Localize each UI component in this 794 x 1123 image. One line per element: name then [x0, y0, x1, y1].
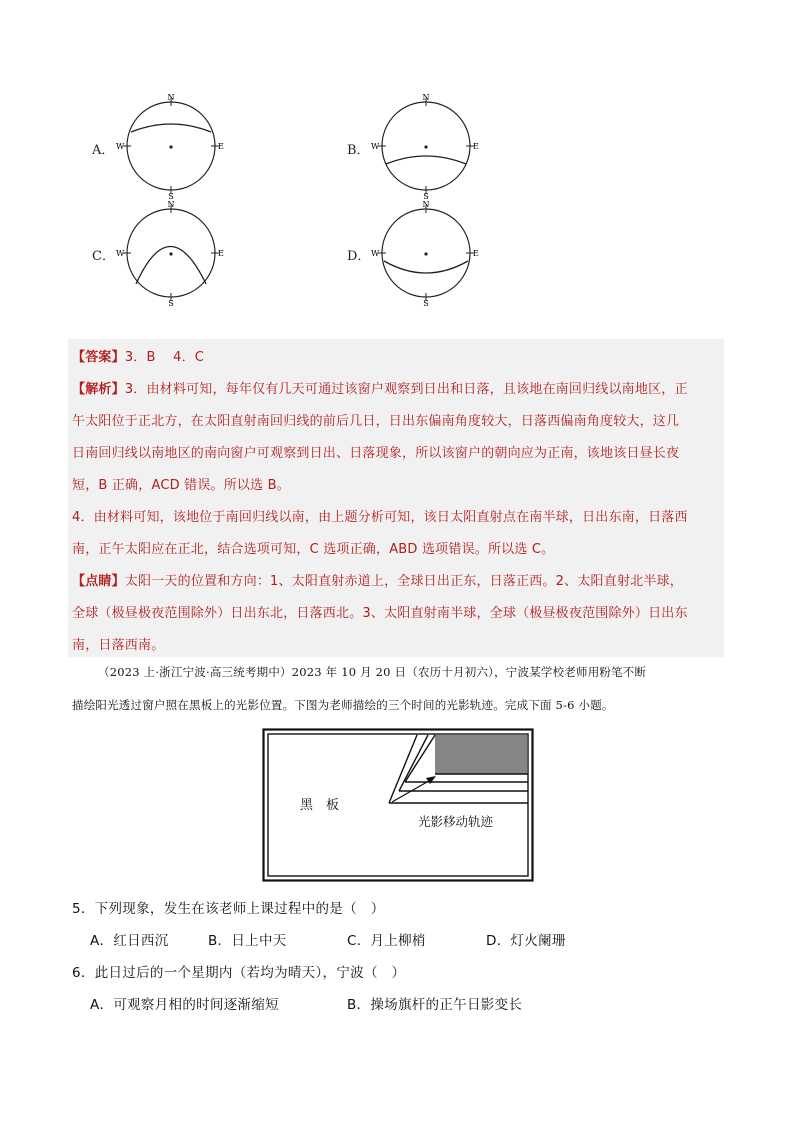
question-5-option-a[interactable]: A．红日西沉 — [90, 933, 169, 949]
tip-tag: 【点睛】 — [72, 574, 125, 589]
analysis-line-1 — [72, 378, 688, 397]
option-a-dial — [112, 92, 224, 200]
blackboard-figure — [262, 728, 534, 882]
option-c-label: C． — [92, 249, 115, 264]
observer-dot — [424, 252, 427, 255]
window-shadow — [435, 735, 527, 774]
analysis-line-4: 短，B 正确，ACD 错误。所以选 B。 — [72, 478, 290, 493]
sun-path-arc — [131, 124, 211, 132]
sun-path-arc — [384, 261, 468, 273]
north-mark: N — [167, 200, 175, 209]
tip-line-1 — [72, 570, 683, 589]
question-6-option-b[interactable]: B．操场旗杆的正午日影变长 — [347, 997, 523, 1013]
board-label: 黑 板 — [300, 798, 340, 813]
north-mark: N — [167, 93, 175, 102]
east-mark: E — [473, 249, 479, 258]
question-5-stem: 5．下列现象，发生在该老师上课过程中的是（ ） — [72, 901, 385, 917]
analysis-line-3: 日南回归线以南地区的南向窗户可观察到日出、日落现象，所以该窗户的朝向应为正南，该地该日昼长夜 — [72, 446, 680, 461]
intro-line-1: （2023 上·浙江宁波·高三统考期中）2023 年 10 月 20 日（农历十月初六），宁波某学校老师用粉笔不断 — [98, 665, 647, 679]
sun-path-arc — [386, 156, 466, 164]
north-mark: N — [422, 200, 430, 209]
question-6-stem: 6．此日过后的一个星期内（若均为晴天），宁波（ ） — [72, 965, 406, 981]
question-5-option-c[interactable]: C．月上柳梢 — [347, 933, 426, 949]
west-mark: W — [371, 249, 380, 258]
analysis-text: 3．由材料可知，每年仅有几天可通过该窗户观察到日出和日落，且该地在南回归线以南地区，正 — [124, 382, 688, 397]
east-mark: E — [218, 249, 224, 258]
option-d-dial — [367, 199, 479, 307]
track-label: 光影移动轨迹 — [418, 814, 494, 829]
answer-line — [72, 346, 204, 365]
option-b-label: B． — [347, 143, 370, 158]
analysis-tag: 【解析】 — [72, 382, 125, 397]
north-mark: N — [422, 93, 430, 102]
south-mark: S — [423, 192, 429, 200]
intro-line-2: 描绘阳光透过窗户照在黑板上的光影位置。下图为老师描绘的三个时间的光影轨迹。完成下面 5-6 小题。 — [72, 698, 614, 712]
answer-text: 3．B 4．C — [124, 350, 205, 365]
option-d-label: D． — [347, 249, 371, 264]
answer-tag: 【答案】 — [72, 350, 125, 365]
option-b-dial — [367, 92, 479, 200]
west-mark: W — [116, 142, 125, 151]
west-mark: W — [116, 249, 125, 258]
tip-text: 太阳一天的位置和方向：1、太阳直射赤道上，全球日出正东，日落正西。2、太阳直射北半球， — [124, 574, 683, 589]
question-5-option-d[interactable]: D．灯火阑珊 — [486, 933, 566, 949]
south-mark: S — [423, 299, 429, 307]
observer-dot — [169, 145, 172, 148]
option-c-dial — [112, 199, 224, 307]
tip-line-3: 南，日落西南。 — [72, 638, 165, 653]
east-mark: E — [218, 142, 224, 151]
analysis-line-6: 南，正午太阳应在正北，结合选项可知，C 选项正确，ABD 选项错误。所以选 C。 — [72, 542, 555, 557]
option-a-label: A． — [92, 143, 115, 158]
sun-path-arc — [136, 247, 206, 285]
observer-dot — [424, 145, 427, 148]
south-mark: S — [168, 192, 174, 200]
south-mark: S — [168, 299, 174, 307]
east-mark: E — [473, 142, 479, 151]
tip-line-2: 全球（极昼极夜范围除外）日出东北，日落西北。3、太阳直射南半球，全球（极昼极夜范围除外）日出东 — [72, 606, 688, 621]
observer-dot — [169, 252, 172, 255]
question-6-option-a[interactable]: A．可观察月相的时间逐渐缩短 — [90, 997, 279, 1013]
question-5-option-b[interactable]: B．日上中天 — [208, 933, 287, 949]
analysis-line-5: 4．由材料可知，该地位于南回归线以南，由上题分析可知，该日太阳直射点在南半球，日出东南，日落西 — [72, 510, 688, 525]
west-mark: W — [371, 142, 380, 151]
analysis-line-2: 午太阳位于正北方，在太阳直射南回归线的前后几日，日出东偏南角度较大，日落西偏南角度较大，这几 — [72, 414, 680, 429]
